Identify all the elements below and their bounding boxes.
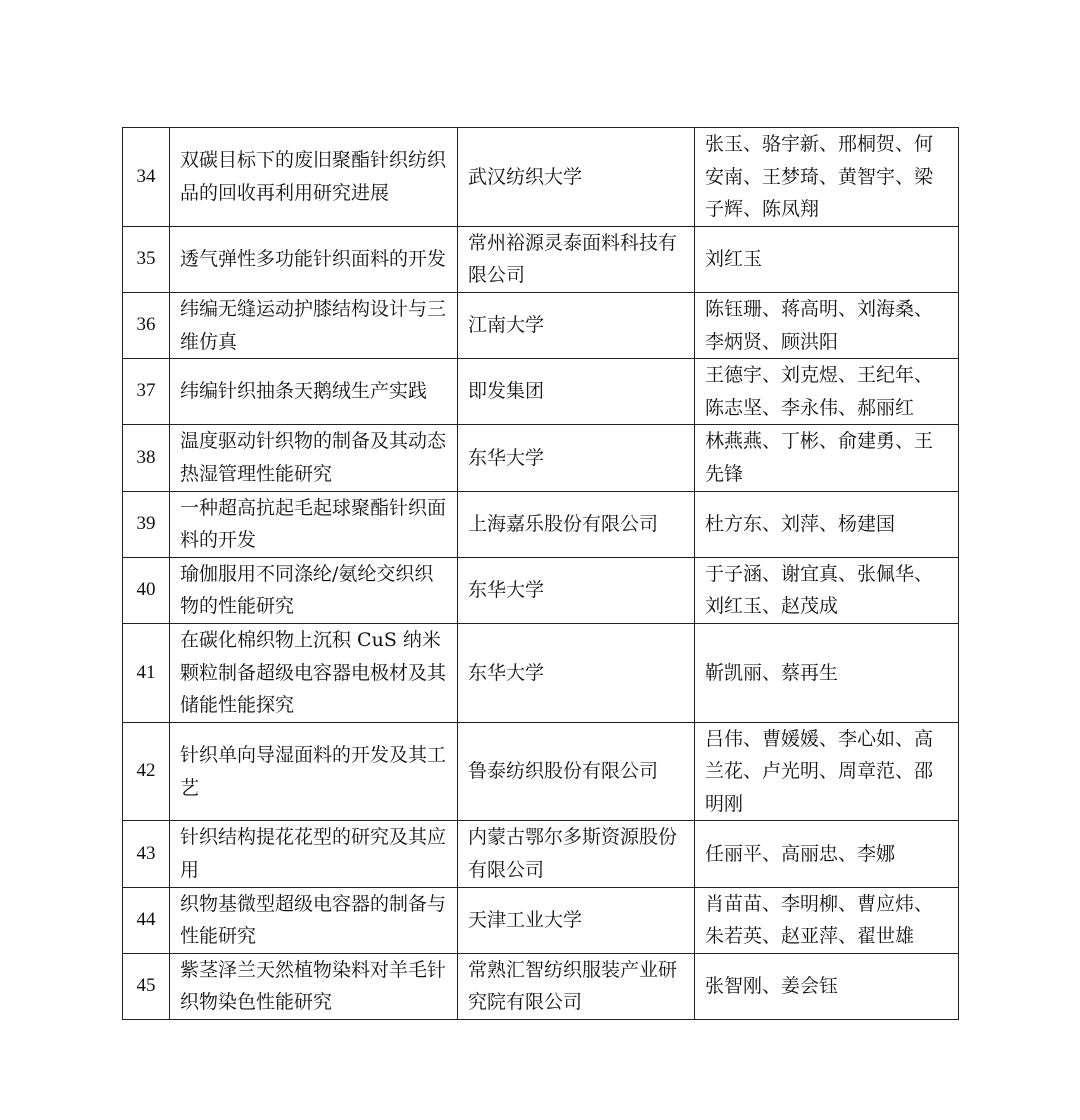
paper-title: 织物基微型超级电容器的制备与性能研究 bbox=[170, 887, 458, 953]
table-row bbox=[123, 359, 959, 425]
organization: 上海嘉乐股份有限公司 bbox=[458, 491, 695, 557]
paper-title: 紫茎泽兰天然植物染料对羊毛针织物染色性能研究 bbox=[170, 953, 458, 1019]
row-number: 41 bbox=[123, 623, 170, 722]
row-number: 35 bbox=[123, 226, 170, 292]
paper-title: 纬编针织抽条天鹅绒生产实践 bbox=[170, 359, 458, 425]
authors: 杜方东、刘萍、杨建国 bbox=[695, 491, 959, 557]
row-number: 40 bbox=[123, 557, 170, 623]
authors: 肖苗苗、李明柳、曹应炜、朱若英、赵亚萍、翟世雄 bbox=[695, 887, 959, 953]
organization: 武汉纺织大学 bbox=[458, 128, 695, 227]
row-number: 36 bbox=[123, 292, 170, 358]
organization: 江南大学 bbox=[458, 292, 695, 358]
table-row bbox=[123, 128, 959, 227]
row-number: 39 bbox=[123, 491, 170, 557]
paper-title: 瑜伽服用不同涤纶/氨纶交织织物的性能研究 bbox=[170, 557, 458, 623]
paper-title: 纬编无缝运动护膝结构设计与三维仿真 bbox=[170, 292, 458, 358]
authors: 刘红玉 bbox=[695, 226, 959, 292]
paper-title: 透气弹性多功能针织面料的开发 bbox=[170, 226, 458, 292]
organization: 东华大学 bbox=[458, 623, 695, 722]
authors: 靳凯丽、蔡再生 bbox=[695, 623, 959, 722]
paper-title: 一种超高抗起毛起球聚酯针织面料的开发 bbox=[170, 491, 458, 557]
row-number: 42 bbox=[123, 722, 170, 821]
table-row bbox=[123, 226, 959, 292]
paper-list-table bbox=[122, 127, 959, 1020]
authors: 任丽平、高丽忠、李娜 bbox=[695, 821, 959, 887]
row-number: 44 bbox=[123, 887, 170, 953]
authors: 林燕燕、丁彬、俞建勇、王先锋 bbox=[695, 425, 959, 491]
table-row bbox=[123, 425, 959, 491]
table-row bbox=[123, 292, 959, 358]
authors: 陈钰珊、蒋高明、刘海桑、李炳贤、顾洪阳 bbox=[695, 292, 959, 358]
paper-title: 温度驱动针织物的制备及其动态热湿管理性能研究 bbox=[170, 425, 458, 491]
row-number: 43 bbox=[123, 821, 170, 887]
authors: 王德宇、刘克煜、王纪年、陈志坚、李永伟、郝丽红 bbox=[695, 359, 959, 425]
organization: 内蒙古鄂尔多斯资源股份有限公司 bbox=[458, 821, 695, 887]
table-row bbox=[123, 887, 959, 953]
row-number: 38 bbox=[123, 425, 170, 491]
organization: 东华大学 bbox=[458, 425, 695, 491]
authors: 张玉、骆宇新、邢桐贺、何安南、王梦琦、黄智宇、梁子辉、陈凤翔 bbox=[695, 128, 959, 227]
paper-title: 双碳目标下的废旧聚酯针织纺织品的回收再利用研究进展 bbox=[170, 128, 458, 227]
authors: 吕伟、曹媛媛、李心如、高兰花、卢光明、周章范、邵明刚 bbox=[695, 722, 959, 821]
table-row bbox=[123, 491, 959, 557]
paper-title: 在碳化棉织物上沉积 CuS 纳米颗粒制备超级电容器电极材及其储能性能探究 bbox=[170, 623, 458, 722]
table-row bbox=[123, 623, 959, 722]
authors: 于子涵、谢宜真、张佩华、刘红玉、赵茂成 bbox=[695, 557, 959, 623]
organization: 常熟汇智纺织服装产业研究院有限公司 bbox=[458, 953, 695, 1019]
organization: 东华大学 bbox=[458, 557, 695, 623]
organization: 天津工业大学 bbox=[458, 887, 695, 953]
table-row bbox=[123, 722, 959, 821]
row-number: 45 bbox=[123, 953, 170, 1019]
row-number: 34 bbox=[123, 128, 170, 227]
paper-title: 针织单向导湿面料的开发及其工艺 bbox=[170, 722, 458, 821]
organization: 即发集团 bbox=[458, 359, 695, 425]
organization: 鲁泰纺织股份有限公司 bbox=[458, 722, 695, 821]
table-row bbox=[123, 557, 959, 623]
table-row bbox=[123, 821, 959, 887]
table-row bbox=[123, 953, 959, 1019]
row-number: 37 bbox=[123, 359, 170, 425]
authors: 张智刚、姜会钰 bbox=[695, 953, 959, 1019]
paper-title: 针织结构提花花型的研究及其应用 bbox=[170, 821, 458, 887]
organization: 常州裕源灵泰面料科技有限公司 bbox=[458, 226, 695, 292]
